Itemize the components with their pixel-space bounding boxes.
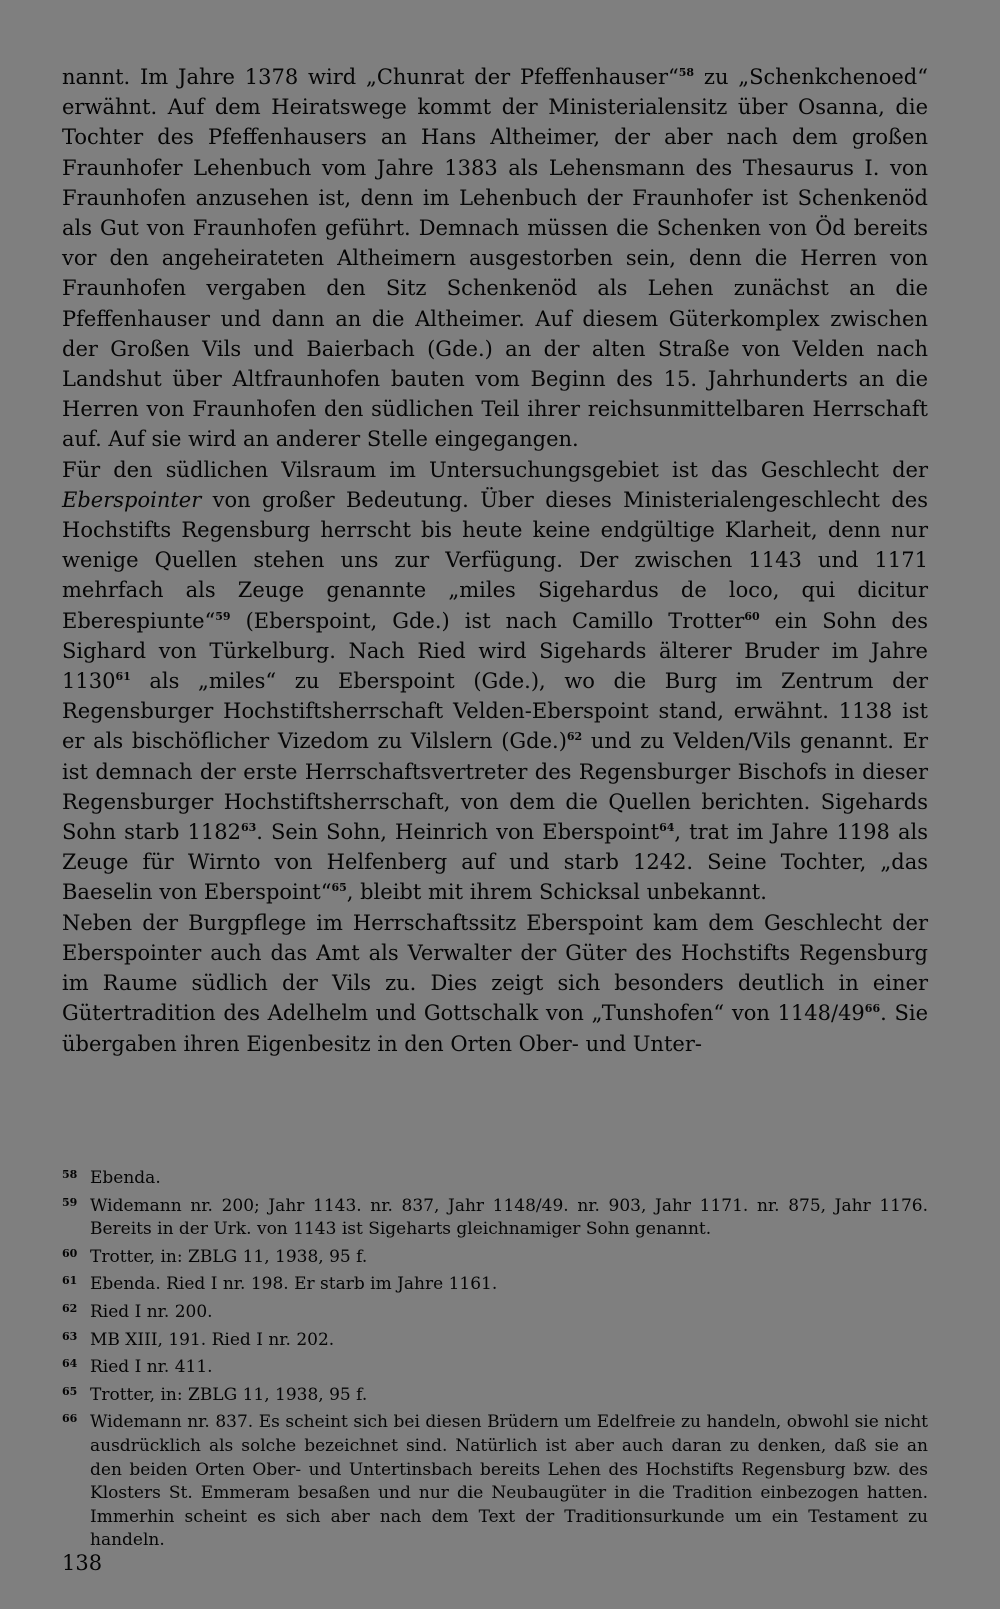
footnote-number: 59	[62, 1195, 78, 1209]
footnote-ref-66[interactable]: 66	[864, 1002, 881, 1016]
footnote-number: 61	[62, 1274, 78, 1288]
text-run: , trat im Jahre 1198 als Zeuge für Wirnto von Helfenberg auf und starb 1242. Seine Tochter, „das Baeselin von Eberspoint“	[62, 820, 928, 905]
text-run: und zu Velden/Vils genannt. Er ist demnach der erste Herrschaftsvertreter des Regensburger Bischofs in dieser Regensburger Hochstiftsherrschaft, von dem die Quellen berichten. Sigehards Sohn starb 1182	[62, 729, 928, 845]
footnote	[62, 1163, 928, 1191]
footnote-text: Widemann nr. 837. Es scheint sich bei diesen Brüdern um Edelfreie zu handeln, obwohl sie nicht ausdrücklich als solche bezeichnet sind. Natürlich ist aber auch daran zu denken, daß sie an den beiden Orten Ober- und Untertinsbach bereits Lehen des Hochstifts Regensburg bzw. des Klosters St. Emmeram besaßen und nur die Neubaugüter in die Tradition einbezogen hatten. Immerhin scheint es sich aber nach dem Text der Traditionsurkunde um ein Testament zu handeln.	[90, 1412, 928, 1551]
footnote-ref-63[interactable]: 63	[240, 821, 257, 835]
footnote-text: Trotter, in: ZBLG 11, 1938, 95 f.	[90, 1246, 368, 1267]
text-run: . Sein Sohn, Heinrich von Eberspoint	[256, 820, 660, 845]
footnote-number: 62	[62, 1301, 78, 1315]
footnote	[62, 1325, 928, 1353]
footnote-text: Ebenda. Ried I nr. 198. Er starb im Jahre 1161.	[90, 1274, 498, 1295]
text-run: Neben der Burgpflege im Herrschaftssitz Eberspoint kam dem Geschlecht der Eberspointer auch das Amt als Verwalter der Güter des Hochstifts Regensburg im Raume südlich der Vils zu. Dies zeigt sich besonders deutlich in einer Gütertradition des Adelhelm und Gottschalk von „Tunshofen“ von 1148/49	[62, 910, 928, 1026]
text-run: zu „Schenkchenoed“ erwähnt. Auf dem Heiratswege kommt der Ministerialensitz über Osanna, die Tochter des Pfeffenhausers an Hans Altheimer, der aber nach dem großen Fraunhofer Lehenbuch vom Jahre 1383 als Lehensmann des Thesaurus I. von Fraunhofen anzusehen ist, denn im Lehenbuch der Fraunhofer ist Schenkenöd als Gut von Fraunhofen geführt. Demnach müssen die Schenken von Öd bereits vor den angeheirateten Altheimern ausgestorben sein, denn die Herren von Fraunhofen vergaben den Sitz Schenkenöd als Lehen zunächst an die Pfeffenhauser und dann an die Altheimer. Auf diesem Güterkomplex zwischen der Großen Vils und Baierbach (Gde.) an der alten Straße von Velden nach Landshut über Altfraunhofen bauten vom Beginn des 15. Jahrhunderts an die Herren von Fraunhofen den südlichen Teil ihrer reichsunmittelbaren Herrschaft auf. Auf sie wird an anderer Stelle eingegangen.	[62, 65, 928, 452]
body-text	[62, 62, 928, 1059]
footnote-ref-58[interactable]: 58	[678, 66, 695, 79]
footnote-ref-65[interactable]: 65	[331, 881, 347, 895]
footnote-number: 65	[62, 1384, 78, 1398]
emphasis-eberspointer: Eberspointer	[62, 487, 202, 512]
paragraph-3	[62, 908, 928, 1059]
footnote-ref-64[interactable]: 64	[659, 821, 675, 835]
footnotes-section	[62, 1163, 928, 1553]
text-run: nannt. Im Jahre 1378 wird „Chunrat der Pfeffenhauser“	[62, 65, 679, 89]
text-run: von großer Bedeutung. Über dieses Ministerialengeschlecht des Hochstifts Regensburg herrscht bis heute keine endgültige Klarheit, denn nur wenige Quellen stehen uns zur Verfügung. Der zwischen 1143 und 1171 mehrfach als Zeuge genannte „miles Sigehardus de loco, qui dicitur Eberespiunte“	[62, 487, 928, 633]
footnote-text: Ried I nr. 411.	[90, 1357, 213, 1378]
footnote-number: 60	[62, 1246, 78, 1260]
footnote-ref-60[interactable]: 60	[744, 609, 760, 623]
footnote	[62, 1352, 928, 1380]
text-run: Für den südlichen Vilsraum im Untersuchungsgebiet ist das Geschlecht der	[62, 457, 928, 482]
footnote-text: MB XIII, 191. Ried I nr. 202.	[90, 1329, 335, 1350]
text-run: als „miles“ zu Eberspoint (Gde.), wo die Burg im Zentrum der Regensburger Hochstiftsherrschaft Velden-Eberspoint stand, erwähnt. 1138 ist er als bischöflicher Vizedom zu Vilslern (Gde.)	[62, 669, 928, 754]
footnote	[62, 1297, 928, 1325]
footnote	[62, 1269, 928, 1297]
footnote-number: 66	[62, 1412, 78, 1426]
footnote-text: Trotter, in: ZBLG 11, 1938, 95 f.	[90, 1384, 368, 1405]
footnote-number: 63	[62, 1329, 78, 1343]
footnote-number: 64	[62, 1357, 78, 1371]
text-run: . Sie übergaben ihren Eigenbesitz in den Orten Ober- und Unter-	[62, 1001, 928, 1056]
page-number: 138	[62, 1551, 103, 1575]
footnote	[62, 1380, 928, 1408]
footnote-ref-62[interactable]: 62	[566, 730, 583, 744]
footnote-ref-59[interactable]: 59	[215, 609, 231, 623]
footnote	[62, 1191, 928, 1242]
footnote-text: Ebenda.	[90, 1168, 161, 1188]
footnote	[62, 1407, 928, 1553]
footnote-text: Ried I nr. 200.	[90, 1301, 213, 1322]
footnote-ref-61[interactable]: 61	[115, 670, 131, 684]
text-run: ein Sohn des Sighard von Türkelburg. Nach Ried wird Sigehards älterer Bruder im Jahre 1130	[62, 608, 929, 694]
footnote-number: 58	[62, 1168, 78, 1181]
text-run: (Eberspoint, Gde.) ist nach Camillo Trotter	[230, 608, 745, 633]
paragraph-1	[62, 62, 928, 455]
paragraph-2	[62, 455, 928, 908]
footnote-text: Widemann nr. 200; Jahr 1143. nr. 837, Jahr 1148/49. nr. 903, Jahr 1171. nr. 875, Jahr 1176. Bereits in der Urk. von 1143 ist Sigeharts gleichnamiger Sohn genannt.	[90, 1195, 928, 1240]
text-run: , bleibt mit ihrem Schicksal unbekannt.	[346, 880, 767, 905]
footnote	[62, 1242, 928, 1270]
